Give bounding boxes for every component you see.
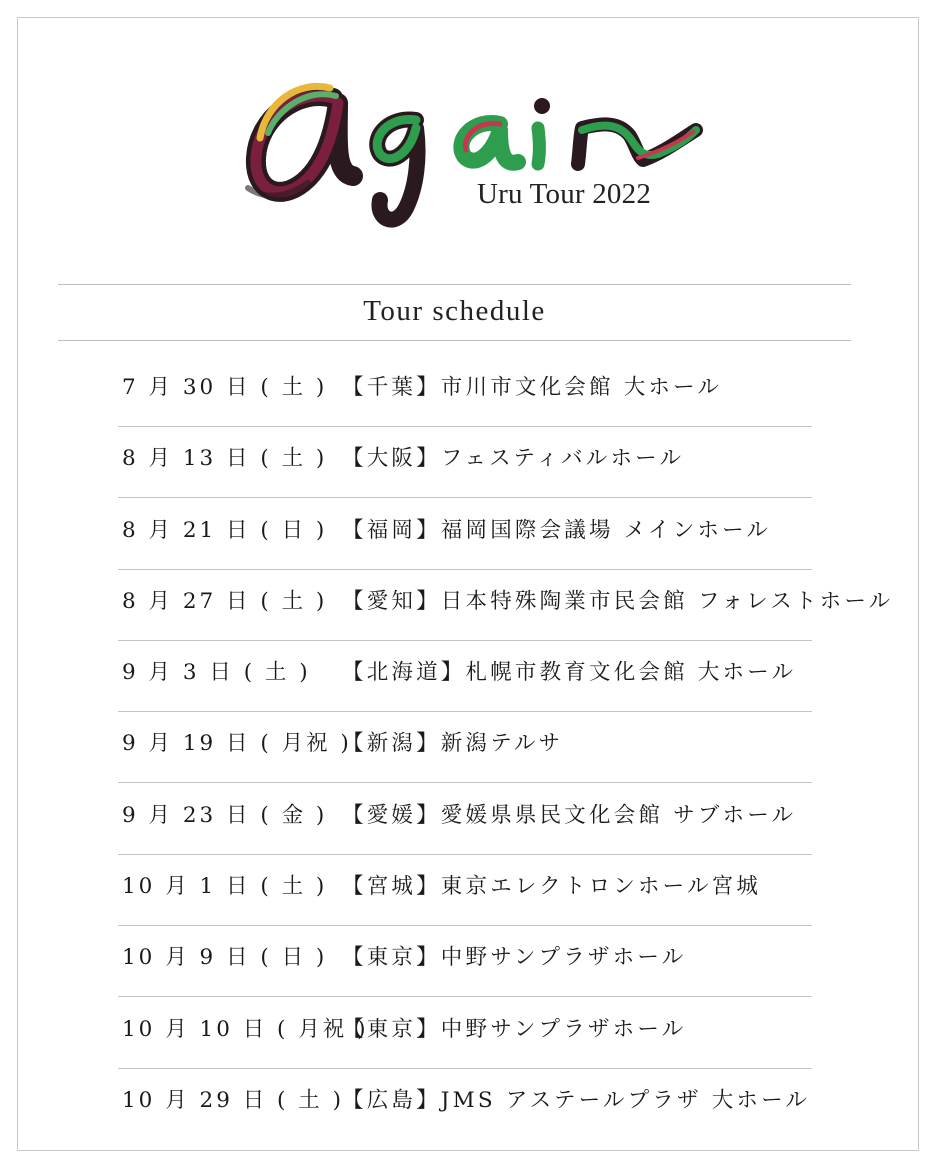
show-venue: 【東京】中野サンプラザホール: [342, 1016, 687, 1042]
show-venue: 【愛知】日本特殊陶業市民会館 フォレストホール: [342, 588, 894, 614]
show-venue: 【東京】中野サンプラザホール: [342, 945, 687, 971]
tour-name: Uru Tour 2022: [477, 178, 652, 210]
schedule-row: [118, 851, 918, 922]
schedule-heading: Tour schedule: [363, 295, 546, 327]
show-date: 7 月 30 日 ( 土 ): [122, 375, 328, 400]
show-date: 8 月 27 日 ( 土 ): [122, 588, 328, 614]
schedule-row: [118, 566, 918, 637]
schedule-row: [118, 423, 918, 494]
show-date: 10 月 1 日 ( 土 ): [122, 874, 328, 900]
show-venue: 【北海道】札幌市教育文化会館 大ホール: [342, 660, 797, 686]
show-venue: 【千葉】市川市文化会館 大ホール: [342, 375, 723, 400]
schedule-list: [118, 352, 918, 1136]
show-venue: 【大阪】フェスティバルホール: [342, 446, 685, 472]
show-venue: 【福岡】福岡国際会議場 メインホール: [342, 517, 772, 543]
schedule-row: [118, 495, 918, 566]
show-venue: 【愛媛】愛媛県県民文化会館 サブホール: [342, 802, 797, 828]
show-date: 10 月 9 日 ( 日 ): [122, 945, 328, 971]
show-date: 9 月 19 日 ( 月祝 ): [122, 731, 352, 757]
show-date: 10 月 10 日 ( 月祝 ): [122, 1016, 369, 1042]
schedule-row: [118, 708, 918, 779]
schedule-row: [118, 1065, 918, 1136]
show-date: 9 月 3 日 ( 土 ): [122, 660, 311, 686]
show-date: 8 月 13 日 ( 土 ): [122, 446, 328, 472]
schedule-row: [118, 637, 918, 708]
show-date: 8 月 21 日 ( 日 ): [122, 517, 328, 543]
schedule-row: [118, 780, 918, 851]
show-date: 10 月 29 日 ( 土 ): [122, 1087, 344, 1113]
schedule-row: [118, 994, 918, 1065]
schedule-row: [118, 352, 918, 423]
title-rule-bottom: [58, 340, 851, 341]
show-date: 9 月 23 日 ( 金 ): [122, 802, 328, 828]
show-venue: 【宮城】東京エレクトロンホール宮城: [342, 874, 762, 900]
show-venue: 【広島】JMS アステールプラザ 大ホール: [342, 1087, 811, 1113]
title-rule-top: [58, 284, 851, 285]
show-venue: 【新潟】新潟テルサ: [342, 731, 564, 757]
schedule-row: [118, 922, 918, 993]
